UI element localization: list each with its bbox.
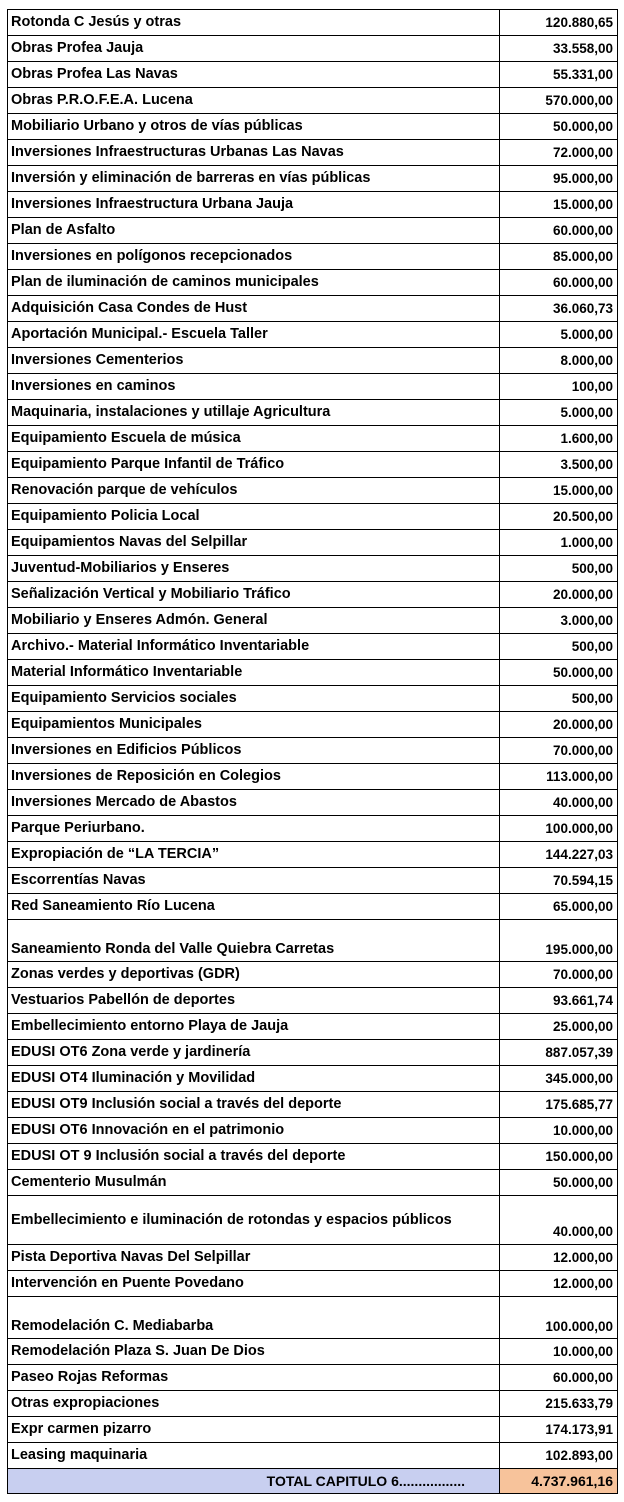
row-concept: Escorrentías Navas — [8, 868, 500, 894]
row-concept: Inversiones en caminos — [8, 374, 500, 400]
row-concept: Inversiones en Edificios Públicos — [8, 738, 500, 764]
row-concept: Leasing maquinaria — [8, 1443, 500, 1469]
row-amount: 174.173,91 — [500, 1417, 618, 1443]
row-concept: Pista Deportiva Navas Del Selpillar — [8, 1245, 500, 1271]
row-amount: 15.000,00 — [500, 478, 618, 504]
row-concept: Inversiones Mercado de Abastos — [8, 790, 500, 816]
table-row — [8, 400, 618, 426]
row-concept: Expropiación de “LA TERCIA” — [8, 842, 500, 868]
row-amount: 887.057,39 — [500, 1040, 618, 1066]
row-amount: 85.000,00 — [500, 244, 618, 270]
row-amount: 5.000,00 — [500, 400, 618, 426]
table-row — [8, 62, 618, 88]
row-concept: Inversión y eliminación de barreras en vías públicas — [8, 166, 500, 192]
row-concept: Obras Profea Jauja — [8, 36, 500, 62]
row-amount: 60.000,00 — [500, 218, 618, 244]
table-row — [8, 962, 618, 988]
row-amount: 102.893,00 — [500, 1443, 618, 1469]
row-concept: Inversiones de Reposición en Colegios — [8, 764, 500, 790]
table-row — [8, 1391, 618, 1417]
row-concept: Adquisición Casa Condes de Hust — [8, 296, 500, 322]
row-concept: Paseo Rojas Reformas — [8, 1365, 500, 1391]
total-label: TOTAL CAPITULO 6................. — [8, 1469, 500, 1494]
table-row — [8, 608, 618, 634]
table-row — [8, 140, 618, 166]
table-row — [8, 478, 618, 504]
row-amount: 33.558,00 — [500, 36, 618, 62]
table-row — [8, 988, 618, 1014]
row-amount: 5.000,00 — [500, 322, 618, 348]
row-amount: 95.000,00 — [500, 166, 618, 192]
row-concept: EDUSI OT4 Iluminación y Movilidad — [8, 1066, 500, 1092]
table-row — [8, 686, 618, 712]
row-amount: 500,00 — [500, 556, 618, 582]
row-amount: 20.500,00 — [500, 504, 618, 530]
table-row — [8, 764, 618, 790]
row-concept: EDUSI OT 9 Inclusión social a través del deporte — [8, 1144, 500, 1170]
table-row — [8, 1040, 618, 1066]
row-concept: EDUSI OT6 Innovación en el patrimonio — [8, 1118, 500, 1144]
row-amount: 120.880,65 — [500, 10, 618, 36]
table-row — [8, 1339, 618, 1365]
table-row — [8, 1144, 618, 1170]
row-amount: 8.000,00 — [500, 348, 618, 374]
row-amount: 70.000,00 — [500, 738, 618, 764]
table-row — [8, 36, 618, 62]
table-row — [8, 712, 618, 738]
table-row — [8, 634, 618, 660]
table-row — [8, 296, 618, 322]
row-concept: Juventud-Mobiliarios y Enseres — [8, 556, 500, 582]
row-concept: Otras expropiaciones — [8, 1391, 500, 1417]
table-row — [8, 348, 618, 374]
row-amount: 500,00 — [500, 634, 618, 660]
row-concept: Equipamiento Escuela de música — [8, 426, 500, 452]
table-row — [8, 1196, 618, 1245]
row-amount: 12.000,00 — [500, 1271, 618, 1297]
row-concept: Aportación Municipal.- Escuela Taller — [8, 322, 500, 348]
row-concept: Rotonda C Jesús y otras — [8, 10, 500, 36]
table-row — [8, 660, 618, 686]
table-row — [8, 816, 618, 842]
row-amount: 65.000,00 — [500, 894, 618, 920]
table-row — [8, 1014, 618, 1040]
table-row — [8, 504, 618, 530]
table-row — [8, 868, 618, 894]
table-row — [8, 920, 618, 962]
row-amount: 215.633,79 — [500, 1391, 618, 1417]
row-amount: 1.600,00 — [500, 426, 618, 452]
row-amount: 100,00 — [500, 374, 618, 400]
row-concept: Equipamientos Navas del Selpillar — [8, 530, 500, 556]
row-amount: 570.000,00 — [500, 88, 618, 114]
row-concept: Expr carmen pizarro — [8, 1417, 500, 1443]
table-row — [8, 244, 618, 270]
row-concept: Remodelación Plaza S. Juan De Dios — [8, 1339, 500, 1365]
row-concept: Inversiones Infraestructuras Urbanas Las Navas — [8, 140, 500, 166]
row-concept: Plan de iluminación de caminos municipales — [8, 270, 500, 296]
row-concept: Zonas verdes y deportivas (GDR) — [8, 962, 500, 988]
row-concept: Obras Profea Las Navas — [8, 62, 500, 88]
row-concept: Saneamiento Ronda del Valle Quiebra Carretas — [8, 920, 500, 962]
row-amount: 36.060,73 — [500, 296, 618, 322]
row-concept: Embellecimiento entorno Playa de Jauja — [8, 1014, 500, 1040]
row-amount: 40.000,00 — [500, 1196, 618, 1245]
row-amount: 25.000,00 — [500, 1014, 618, 1040]
table-row — [8, 1118, 618, 1144]
table-row — [8, 1245, 618, 1271]
table-row — [8, 1092, 618, 1118]
table-row — [8, 1365, 618, 1391]
row-amount: 70.000,00 — [500, 962, 618, 988]
row-concept: Equipamientos Municipales — [8, 712, 500, 738]
row-amount: 12.000,00 — [500, 1245, 618, 1271]
row-concept: Equipamiento Policia Local — [8, 504, 500, 530]
row-concept: Equipamiento Parque Infantil de Tráfico — [8, 452, 500, 478]
table-row — [8, 426, 618, 452]
row-amount: 1.000,00 — [500, 530, 618, 556]
total-row — [8, 1469, 618, 1494]
row-amount: 150.000,00 — [500, 1144, 618, 1170]
row-concept: Remodelación C. Mediabarba — [8, 1297, 500, 1339]
table-row — [8, 322, 618, 348]
row-concept: Material Informático Inventariable — [8, 660, 500, 686]
row-amount: 50.000,00 — [500, 660, 618, 686]
row-amount: 10.000,00 — [500, 1118, 618, 1144]
row-amount: 55.331,00 — [500, 62, 618, 88]
row-amount: 3.500,00 — [500, 452, 618, 478]
row-concept: EDUSI OT6 Zona verde y jardinería — [8, 1040, 500, 1066]
row-amount: 10.000,00 — [500, 1339, 618, 1365]
row-concept: Mobiliario Urbano y otros de vías públicas — [8, 114, 500, 140]
row-amount: 60.000,00 — [500, 1365, 618, 1391]
row-amount: 345.000,00 — [500, 1066, 618, 1092]
row-concept: Maquinaria, instalaciones y utillaje Agricultura — [8, 400, 500, 426]
table-row — [8, 1297, 618, 1339]
table-row — [8, 582, 618, 608]
row-concept: Plan de Asfalto — [8, 218, 500, 244]
row-amount: 20.000,00 — [500, 582, 618, 608]
row-amount: 100.000,00 — [500, 1297, 618, 1339]
table-row — [8, 530, 618, 556]
table-row — [8, 1443, 618, 1469]
row-concept: EDUSI OT9 Inclusión social a través del deporte — [8, 1092, 500, 1118]
table-row — [8, 166, 618, 192]
row-concept: Vestuarios Pabellón de deportes — [8, 988, 500, 1014]
row-concept: Archivo.- Material Informático Inventariable — [8, 634, 500, 660]
table-row — [8, 192, 618, 218]
table-row — [8, 452, 618, 478]
total-amount: 4.737.961,16 — [500, 1469, 618, 1494]
row-amount: 113.000,00 — [500, 764, 618, 790]
table-row — [8, 842, 618, 868]
table-row — [8, 1417, 618, 1443]
row-amount: 3.000,00 — [500, 608, 618, 634]
table-row — [8, 790, 618, 816]
row-amount: 20.000,00 — [500, 712, 618, 738]
row-amount: 72.000,00 — [500, 140, 618, 166]
row-amount: 50.000,00 — [500, 114, 618, 140]
table-row — [8, 114, 618, 140]
budget-table-body — [8, 10, 618, 1469]
table-row — [8, 88, 618, 114]
row-amount: 70.594,15 — [500, 868, 618, 894]
table-row — [8, 1271, 618, 1297]
table-row — [8, 738, 618, 764]
table-row — [8, 1066, 618, 1092]
row-concept: Inversiones Cementerios — [8, 348, 500, 374]
budget-table — [7, 9, 618, 1494]
row-concept: Obras P.R.O.F.E.A. Lucena — [8, 88, 500, 114]
table-row — [8, 374, 618, 400]
table-row — [8, 894, 618, 920]
row-concept: Señalización Vertical y Mobiliario Tráfico — [8, 582, 500, 608]
table-row — [8, 270, 618, 296]
row-concept: Renovación parque de vehículos — [8, 478, 500, 504]
row-amount: 144.227,03 — [500, 842, 618, 868]
row-concept: Embellecimiento e iluminación de rotondas y espacios públicos — [8, 1196, 500, 1245]
row-concept: Intervención en Puente Povedano — [8, 1271, 500, 1297]
row-amount: 195.000,00 — [500, 920, 618, 962]
table-row — [8, 218, 618, 244]
row-concept: Parque Periurbano. — [8, 816, 500, 842]
row-concept: Inversiones en polígonos recepcionados — [8, 244, 500, 270]
row-amount: 500,00 — [500, 686, 618, 712]
row-amount: 93.661,74 — [500, 988, 618, 1014]
row-concept: Cementerio Musulmán — [8, 1170, 500, 1196]
row-amount: 60.000,00 — [500, 270, 618, 296]
row-amount: 40.000,00 — [500, 790, 618, 816]
row-concept: Mobiliario y Enseres Admón. General — [8, 608, 500, 634]
row-amount: 175.685,77 — [500, 1092, 618, 1118]
table-row — [8, 10, 618, 36]
table-row — [8, 556, 618, 582]
row-amount: 50.000,00 — [500, 1170, 618, 1196]
row-concept: Equipamiento Servicios sociales — [8, 686, 500, 712]
row-concept: Inversiones Infraestructura Urbana Jauja — [8, 192, 500, 218]
row-concept: Red Saneamiento Río Lucena — [8, 894, 500, 920]
row-amount: 100.000,00 — [500, 816, 618, 842]
row-amount: 15.000,00 — [500, 192, 618, 218]
table-row — [8, 1170, 618, 1196]
